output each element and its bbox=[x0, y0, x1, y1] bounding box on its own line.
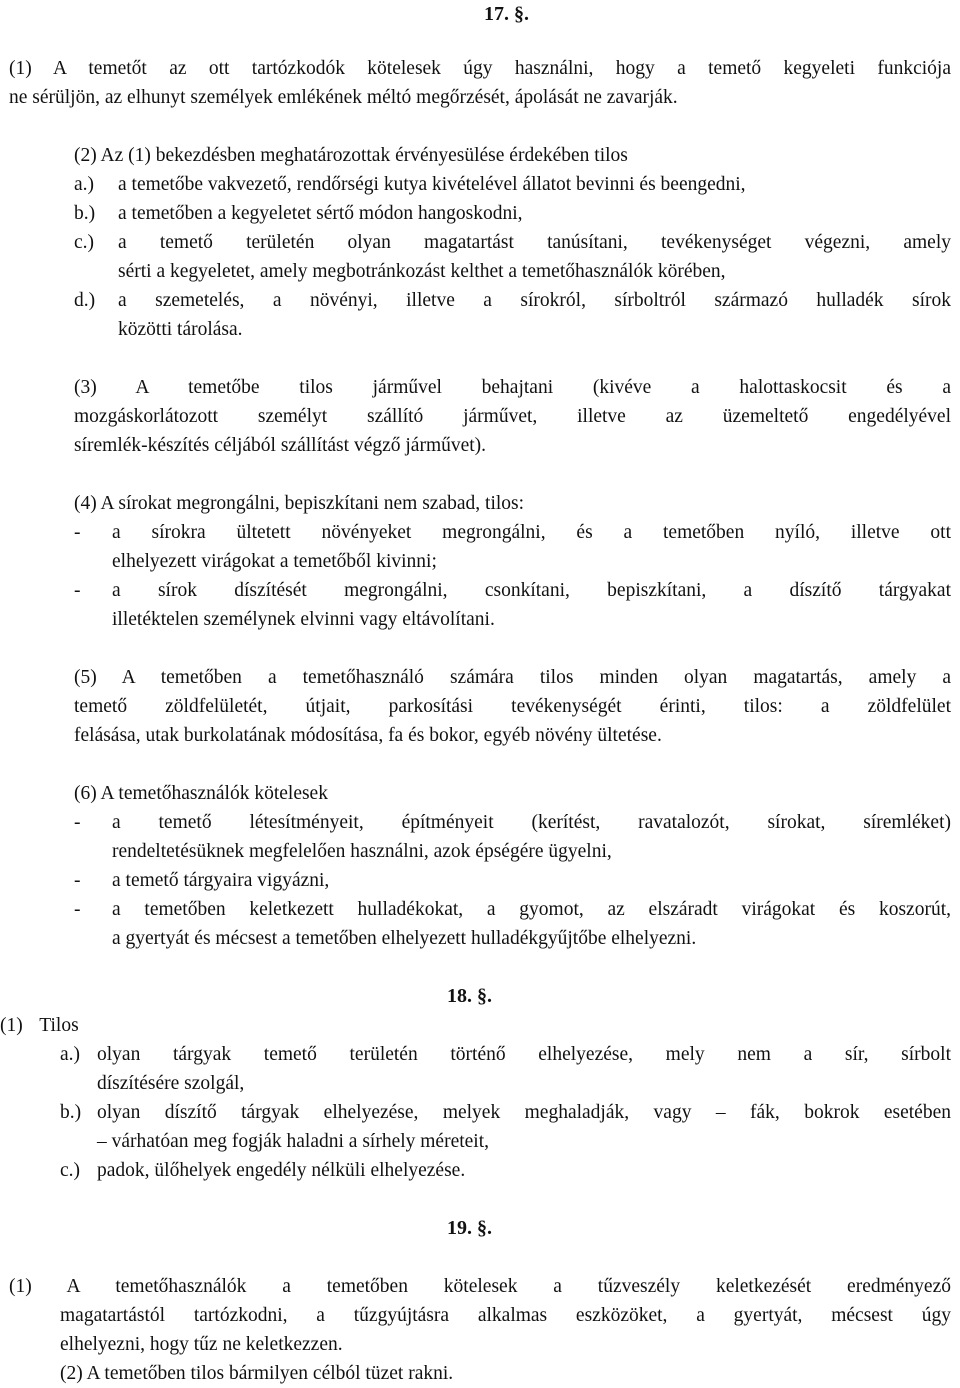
s17-p4-item-2-line-1: a sírok díszítését megrongálni, csonkítani, bepiszkítani, a díszítő tárgyakat bbox=[112, 580, 951, 601]
s17-p4-item-2-line-2: illetéktelen személynek elvinni vagy eltávolítani. bbox=[112, 609, 495, 630]
s17-p3-line-3: síremlék-készítés céljából szállítást végző járművet). bbox=[74, 435, 487, 456]
s18-item-b-line-2: – várhatóan meg fogják haladni a sírhely méreteit, bbox=[97, 1131, 490, 1152]
s17-p4-item-1-marker: - bbox=[74, 522, 81, 543]
s17-p2-item-c-line-1: a temető területén olyan magatartást tanúsítani, tevékenységet végezni, amely bbox=[118, 232, 951, 253]
s19-p1-line-3: elhelyezni, hogy tűz ne keletkezzen. bbox=[60, 1334, 343, 1355]
s17-p6-item-2-line-1: a temető tárgyaira vigyázni, bbox=[112, 870, 330, 891]
s19-p2: (2) A temetőben tilos bármilyen célból tüzet rakni. bbox=[60, 1363, 454, 1384]
s18-item-b-marker: b.) bbox=[60, 1102, 82, 1123]
s17-p2-item-d-line-2: közötti tárolása. bbox=[118, 319, 243, 340]
s17-p2-item-d-marker: d.) bbox=[74, 290, 96, 311]
s17-p6-item-2-marker: - bbox=[74, 870, 81, 891]
s18-item-b-line-1: olyan díszítő tárgyak elhelyezése, melyek meghaladják, vagy – fák, bokrok esetében bbox=[97, 1102, 951, 1123]
s17-p6-item-3-line-2: a gyertyát és mécsest a temetőben elhelyezett hulladékgyűjtőbe elhelyezni. bbox=[112, 928, 697, 949]
s18-item-a-marker: a.) bbox=[60, 1044, 81, 1065]
s17-p5-line-3: felásása, utak burkolatának módosítása, fa és bokor, egyéb növény ültetése. bbox=[74, 725, 662, 746]
s17-p4-intro: (4) A sírokat megrongálni, bepiszkítani nem szabad, tilos: bbox=[74, 493, 525, 514]
s17-p2-intro: (2) Az (1) bekezdésben meghatározottak érvényesülése érdekében tilos bbox=[74, 145, 628, 166]
s17-p4-item-2-marker: - bbox=[74, 580, 81, 601]
s17-p6-item-1-line-1: a temető létesítményeit, építményeit (kerítést, ravatalozót, sírokat, síremléket) bbox=[112, 812, 951, 833]
s18-item-c-line-1: padok, ülőhelyek engedély nélküli elhelyezése. bbox=[97, 1160, 466, 1181]
s17-p6-item-1-line-2: rendeltetésüknek megfelelően használni, azok épségére ügyelni, bbox=[112, 841, 612, 862]
s17-p3-line-1: (3) A temetőbe tilos járművel behajtani (kivéve a halottaskocsit és a bbox=[74, 377, 951, 398]
s17-p2-item-c-marker: c.) bbox=[74, 232, 95, 253]
s19-p1-line-2: magatartástól tartózkodni, a tűzgyújtásra alkalmas eszközöket, a gyertyát, mécsest úgy bbox=[60, 1305, 951, 1326]
s17-p6-item-3-line-1: a temetőben keletkezett hulladékokat, a gyomot, az elszáradt virágokat és koszorút, bbox=[112, 899, 951, 920]
s17-p6-item-3-marker: - bbox=[74, 899, 81, 920]
section-17-heading: 17. §. bbox=[484, 3, 529, 25]
s17-p4-item-1-line-1: a sírokra ültetett növényeket megrongálni, és a temetőben nyíló, illetve ott bbox=[112, 522, 951, 543]
s18-item-a-line-2: díszítésére szolgál, bbox=[97, 1073, 245, 1094]
s17-p4-item-1-line-2: elhelyezett virágokat a temetőből kivinni; bbox=[112, 551, 437, 572]
s17-p2-item-d-line-1: a szemetelés, a növényi, illetve a sírokról, sírboltról származó hulladék sírok bbox=[118, 290, 951, 311]
s17-p3-line-2: mozgáskorlátozott személyt szállító járművet, illetve az üzemeltető engedélyével bbox=[74, 406, 951, 427]
s19-p1-line-1: (1) A temetőhasználók a temetőben kötelesek a tűzveszély keletkezését eredményező bbox=[9, 1276, 951, 1297]
s17-p6-intro: (6) A temetőhasználók kötelesek bbox=[74, 783, 328, 804]
s17-p5-line-1: (5) A temetőben a temetőhasználó számára tilos minden olyan magatartás, amely a bbox=[74, 667, 951, 688]
s17-p2-item-b-text: a temetőben a kegyeletet sértő módon hangoskodni, bbox=[118, 203, 523, 224]
s18-item-a-line-1: olyan tárgyak temető területén történő elhelyezése, mely nem a sír, sírbolt bbox=[97, 1044, 951, 1065]
s17-p2-item-a-marker: a.) bbox=[74, 174, 95, 195]
s18-item-c-marker: c.) bbox=[60, 1160, 81, 1181]
section-18-heading: 18. §. bbox=[447, 985, 492, 1007]
s17-p2-item-c-line-2: sérti a kegyeletet, amely megbotránkozást kelthet a temetőhasználók körében, bbox=[118, 261, 726, 282]
s17-p2-item-b-marker: b.) bbox=[74, 203, 96, 224]
s17-p2-item-a-text: a temetőbe vakvezető, rendőrségi kutya kivételével állatot bevinni és beengedni, bbox=[118, 174, 746, 195]
section-19-heading: 19. §. bbox=[447, 1217, 492, 1239]
s18-p1-intro: (1) Tilos bbox=[0, 1015, 79, 1036]
s17-p5-line-2: temető zöldfelületét, útjait, parkosítási tevékenységét érinti, tilos: a zöldfelület bbox=[74, 696, 951, 717]
s17-p1-line-2: ne sérüljön, az elhunyt személyek emlékének méltó megőrzését, ápolását ne zavarják. bbox=[9, 87, 678, 108]
s17-p6-item-1-marker: - bbox=[74, 812, 81, 833]
s17-p1-line-1: (1) A temetőt az ott tartózkodók kötelesek úgy használni, hogy a temető kegyeleti funkciója bbox=[9, 58, 951, 79]
